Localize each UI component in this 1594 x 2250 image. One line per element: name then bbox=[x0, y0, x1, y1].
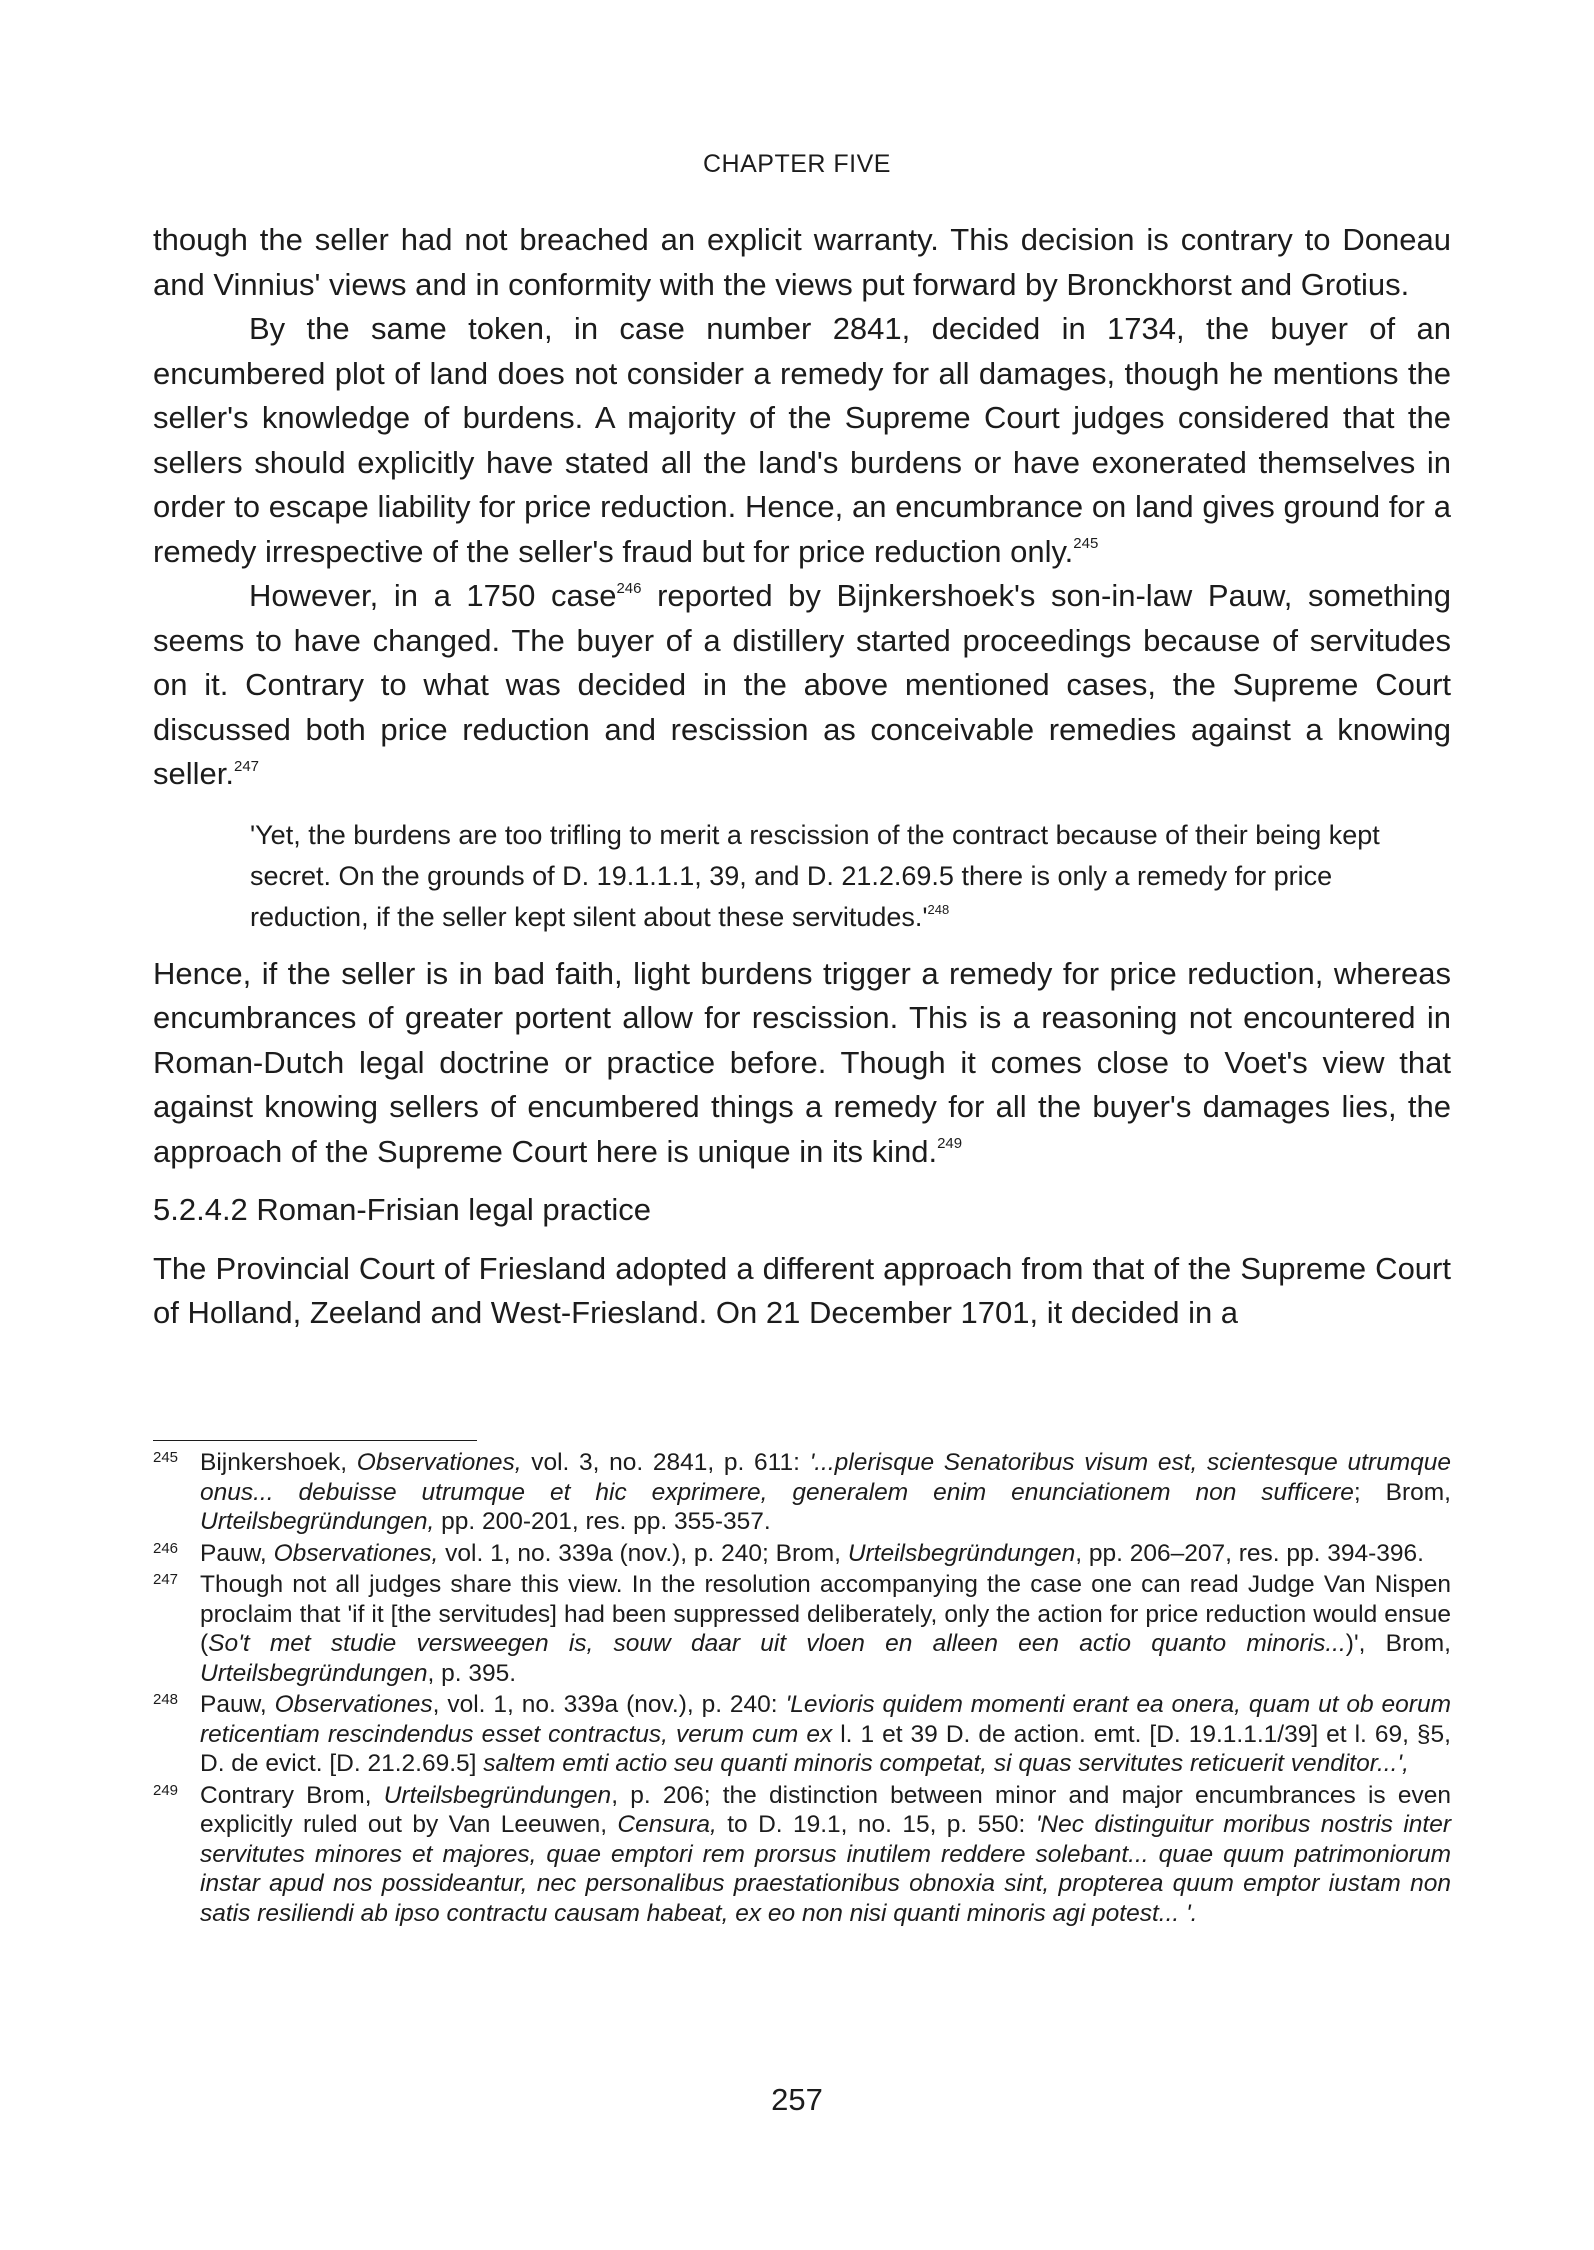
page-number: 257 bbox=[771, 2082, 823, 2117]
paragraph-5 bbox=[153, 1247, 1451, 1336]
footnote-text: vol. 1, no. 339a (nov.), p. 240; Brom, bbox=[438, 1539, 848, 1567]
footnote-ref-248[interactable]: 248 bbox=[927, 901, 950, 917]
footnote-text: l. 1 et 39 D. de action. emt. [D. 19.1.1.1/39] et l. 69, §5, D. de evict. [D. 21.2.69.5] bbox=[200, 1720, 1451, 1777]
footnote-text: , p. 206; the distinction between minor and major encumbrances is even explicitly ruled out by Van Leeuwen, bbox=[200, 1781, 1451, 1838]
footnote-italic: Observationes bbox=[274, 1691, 433, 1718]
footnote-text: to D. 19.1, no. 15, p. 550: bbox=[716, 1811, 1036, 1838]
footnote-separator bbox=[153, 1440, 477, 1441]
footnote-ref-245[interactable]: 245 bbox=[1073, 535, 1099, 553]
footnote-italic: '...plerisque Senatoribus visum est, scientesque utrumque onus... debuisse utrumque et hic exprimere, generalem enim enunciationem non sufficere bbox=[200, 1449, 1451, 1506]
footnote-text: ; Brom, bbox=[1353, 1478, 1451, 1506]
footnote-italic: Observationes, bbox=[356, 1449, 522, 1476]
footnote-number: 247 bbox=[153, 1571, 179, 1588]
section-heading: 5.2.4.2 Roman-Frisian legal practice bbox=[153, 1192, 651, 1227]
footnote-italic: So't met studie versweegen is, souw daar uit vloen en alleen een actio quanto minoris... bbox=[208, 1630, 1346, 1657]
paragraph-4 bbox=[153, 952, 1451, 1175]
paragraph-2-text: By the same token, in case number 2841, decided in 1734, the buyer of an encumbered plot of land does not consider a remedy for all damages, though he mentions the seller's knowledge of burdens. A majority of the Supreme Court judges considered that the sellers should explicitly have stated all the land's burdens or have exonerated themselves in order to escape liability for price reduction. Hence, an encumbrance on land gives ground for a remedy irrespective of the seller's fraud but for price reduction only. bbox=[153, 311, 1451, 569]
paragraph-3-text-b: reported by Bijnkershoek's son-in-law Pauw, something seems to have changed. The buyer of a distillery started proceedings because of servitudes on it. Contrary to what was decided in the above mentioned cases, the Supreme Court discussed both price reduction and rescission as conceivable remedies against a knowing seller. bbox=[153, 578, 1451, 791]
footnote-text: , pp. 206–207, res. pp. 394-396. bbox=[1075, 1539, 1424, 1567]
footnote-text: , p. 395. bbox=[427, 1659, 517, 1687]
footnote-246 bbox=[153, 1539, 1451, 1569]
footnote-text: Pauw, bbox=[200, 1539, 274, 1567]
footnote-245 bbox=[153, 1448, 1451, 1537]
footnote-number: 249 bbox=[153, 1781, 179, 1799]
footnote-text: Bijnkershoek, bbox=[200, 1449, 357, 1476]
block-quote-text: 'Yet, the burdens are too trifling to merit a rescission of the contract because of their being kept secret. On the grounds of D. 19.1.1.1, 39, and D. 21.2.69.5 there is only a remedy for price reduction, if the seller kept silent about these servitudes.' bbox=[250, 819, 1380, 932]
footnote-italic: 'Levioris quidem momenti erant ea onera, quam ut ob eorum reticentiam rescindendus esset contractus, verum cum ex bbox=[200, 1691, 1451, 1748]
footnote-number: 246 bbox=[153, 1539, 179, 1557]
running-head: CHAPTER FIVE bbox=[703, 150, 891, 178]
body-text bbox=[153, 218, 1451, 1336]
footnote-248 bbox=[153, 1690, 1451, 1779]
paragraph-3 bbox=[153, 574, 1451, 797]
footnote-italic: Urteilsbegründungen, bbox=[200, 1508, 435, 1535]
footnote-italic: Urteilsbegründungen bbox=[200, 1659, 428, 1687]
paragraph-1-text: though the seller had not breached an explicit warranty. This decision is contrary to Doneau and Vinnius' views and in conformity with the views put forward by Bronckhorst and Grotius. bbox=[153, 222, 1451, 302]
footnote-italic: saltem emti actio seu quanti minoris competat, si quas servitutes reticuerit venditor...', bbox=[483, 1750, 1409, 1777]
paragraph-4-text: Hence, if the seller is in bad faith, light burdens trigger a remedy for price reduction, whereas encumbrances of greater portent allow for rescission. This is a reasoning not encountered in Roman-Dutch legal doctrine or practice before. Though it comes close to Voet's view that against knowing sellers of encumbered things a remedy for all the buyer's damages lies, the approach of the Supreme Court here is unique in its kind. bbox=[153, 955, 1451, 1169]
footnotes bbox=[153, 1448, 1451, 1930]
footnote-249 bbox=[153, 1781, 1451, 1929]
footnote-ref-247[interactable]: 247 bbox=[233, 757, 260, 775]
paragraph-3-text-a: However, in a 1750 case bbox=[249, 578, 617, 613]
footnote-italic: 'Nec distinguitur moribus nostris inter servitutes minores et majores, quae emptori rem prorsus inutilem reddere solebant... quae quum patrimoniorum instar apud nos possideantur, nec personalibus praestationibus obnoxia sint, propterea quum emptor iustam non satis resiliendi ab ipso contractu causam habeat, ex eo non nisi quanti minoris agi potest... '. bbox=[200, 1811, 1451, 1927]
paragraph-2 bbox=[153, 307, 1451, 574]
block-quote bbox=[250, 815, 1391, 938]
footnote-text: )', Brom, bbox=[1345, 1630, 1451, 1657]
footnote-number: 248 bbox=[153, 1691, 179, 1708]
footnote-italic: Observationes, bbox=[273, 1539, 439, 1567]
footnote-number: 245 bbox=[153, 1449, 179, 1466]
footnote-text: vol. 3, no. 2841, p. 611: bbox=[521, 1449, 810, 1476]
footnote-italic: Censura, bbox=[617, 1811, 717, 1838]
paragraph-1 bbox=[153, 218, 1451, 307]
footnote-ref-246[interactable]: 246 bbox=[616, 579, 642, 597]
footnote-text: Pauw, bbox=[200, 1691, 275, 1718]
footnote-text: , vol. 1, no. 339a (nov.), p. 240: bbox=[432, 1691, 786, 1718]
footnote-italic: Urteilsbegründungen bbox=[847, 1539, 1076, 1567]
footnote-text: Though not all judges share this view. In the resolution accompanying the case one can read Judge Van Nispen proclaim that 'if it [the servitudes] had been suppressed deliberately, only the action for price reduction would ensue ( bbox=[200, 1571, 1451, 1657]
footnote-italic: Urteilsbegründungen bbox=[383, 1781, 612, 1809]
footnote-text: Contrary Brom, bbox=[200, 1781, 384, 1809]
footnote-247 bbox=[153, 1570, 1451, 1688]
footnote-ref-249[interactable]: 249 bbox=[937, 1135, 963, 1153]
paragraph-5-text: The Provincial Court of Friesland adopted a different approach from that of the Supreme Court of Holland, Zeeland and West-Friesland. On 21 December 1701, it decided in a bbox=[153, 1250, 1451, 1330]
footnote-text: pp. 200-201, res. pp. 355-357. bbox=[434, 1508, 771, 1535]
